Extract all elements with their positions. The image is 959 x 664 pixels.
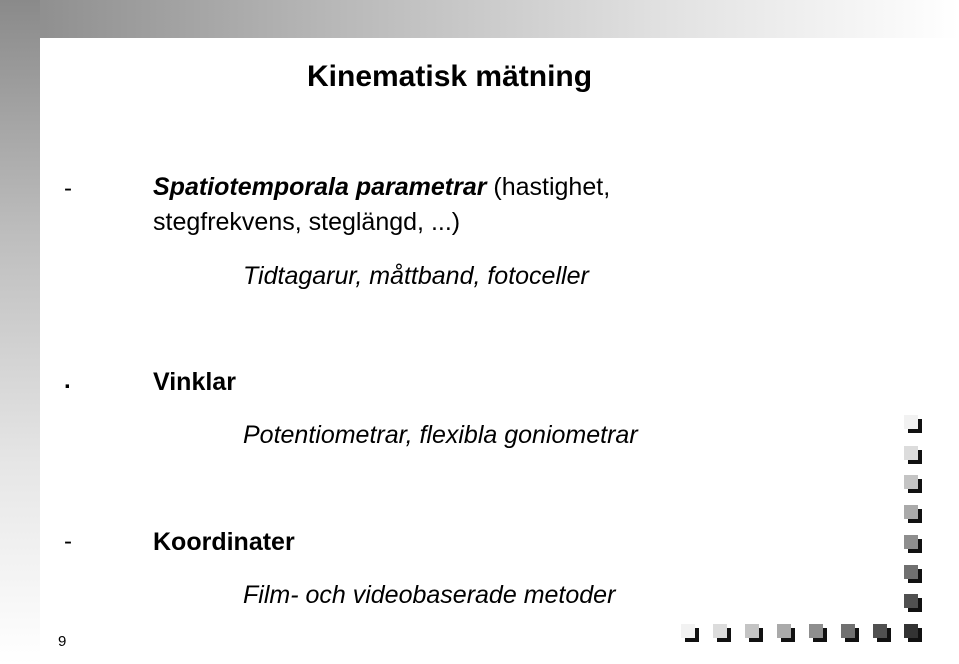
bullet-marker-1: -	[64, 175, 72, 202]
decorative-square-row-7	[873, 624, 887, 638]
slide-area	[40, 38, 959, 664]
section-3-sub: Film- och videobaserade metoder	[243, 581, 616, 609]
decorative-square-column-6	[904, 565, 918, 579]
decorative-square-row-2	[713, 624, 727, 638]
decorative-square-row-4	[777, 624, 791, 638]
section-1-emphasis: Spatiotemporala parametrar	[153, 173, 487, 201]
decorative-square-column-5	[904, 535, 918, 549]
section-3-heading: Koordinater	[153, 528, 295, 556]
decorative-square-row-5	[809, 624, 823, 638]
section-2-heading: Vinklar	[153, 368, 236, 396]
page-number: 9	[58, 633, 67, 650]
decorative-square-column-1	[904, 415, 918, 429]
slide-title: Kinematisk mätning	[307, 60, 593, 93]
decorative-square-column-4	[904, 505, 918, 519]
bullet-marker-3: -	[64, 528, 72, 555]
decorative-square-column-7	[904, 594, 918, 608]
decorative-square-row-1	[681, 624, 695, 638]
section-2-sub: Potentiometrar, flexibla goniometrar	[243, 421, 638, 449]
top-gradient-bar	[0, 0, 959, 38]
section-1-sub: Tidtagarur, måttband, fotoceller	[243, 262, 589, 290]
decorative-square-column-8	[904, 624, 918, 638]
section-1-heading	[153, 173, 610, 202]
decorative-square-column-3	[904, 475, 918, 489]
section-1-heading-rest: (hastighet,	[486, 173, 611, 201]
section-1-heading-line2: stegfrekvens, steglängd, ...)	[153, 208, 461, 236]
decorative-square-column-2	[904, 446, 918, 460]
decorative-square-row-3	[745, 624, 759, 638]
decorative-square-row-6	[841, 624, 855, 638]
left-gradient-bar	[0, 0, 40, 664]
bullet-marker-2: .	[64, 367, 71, 394]
